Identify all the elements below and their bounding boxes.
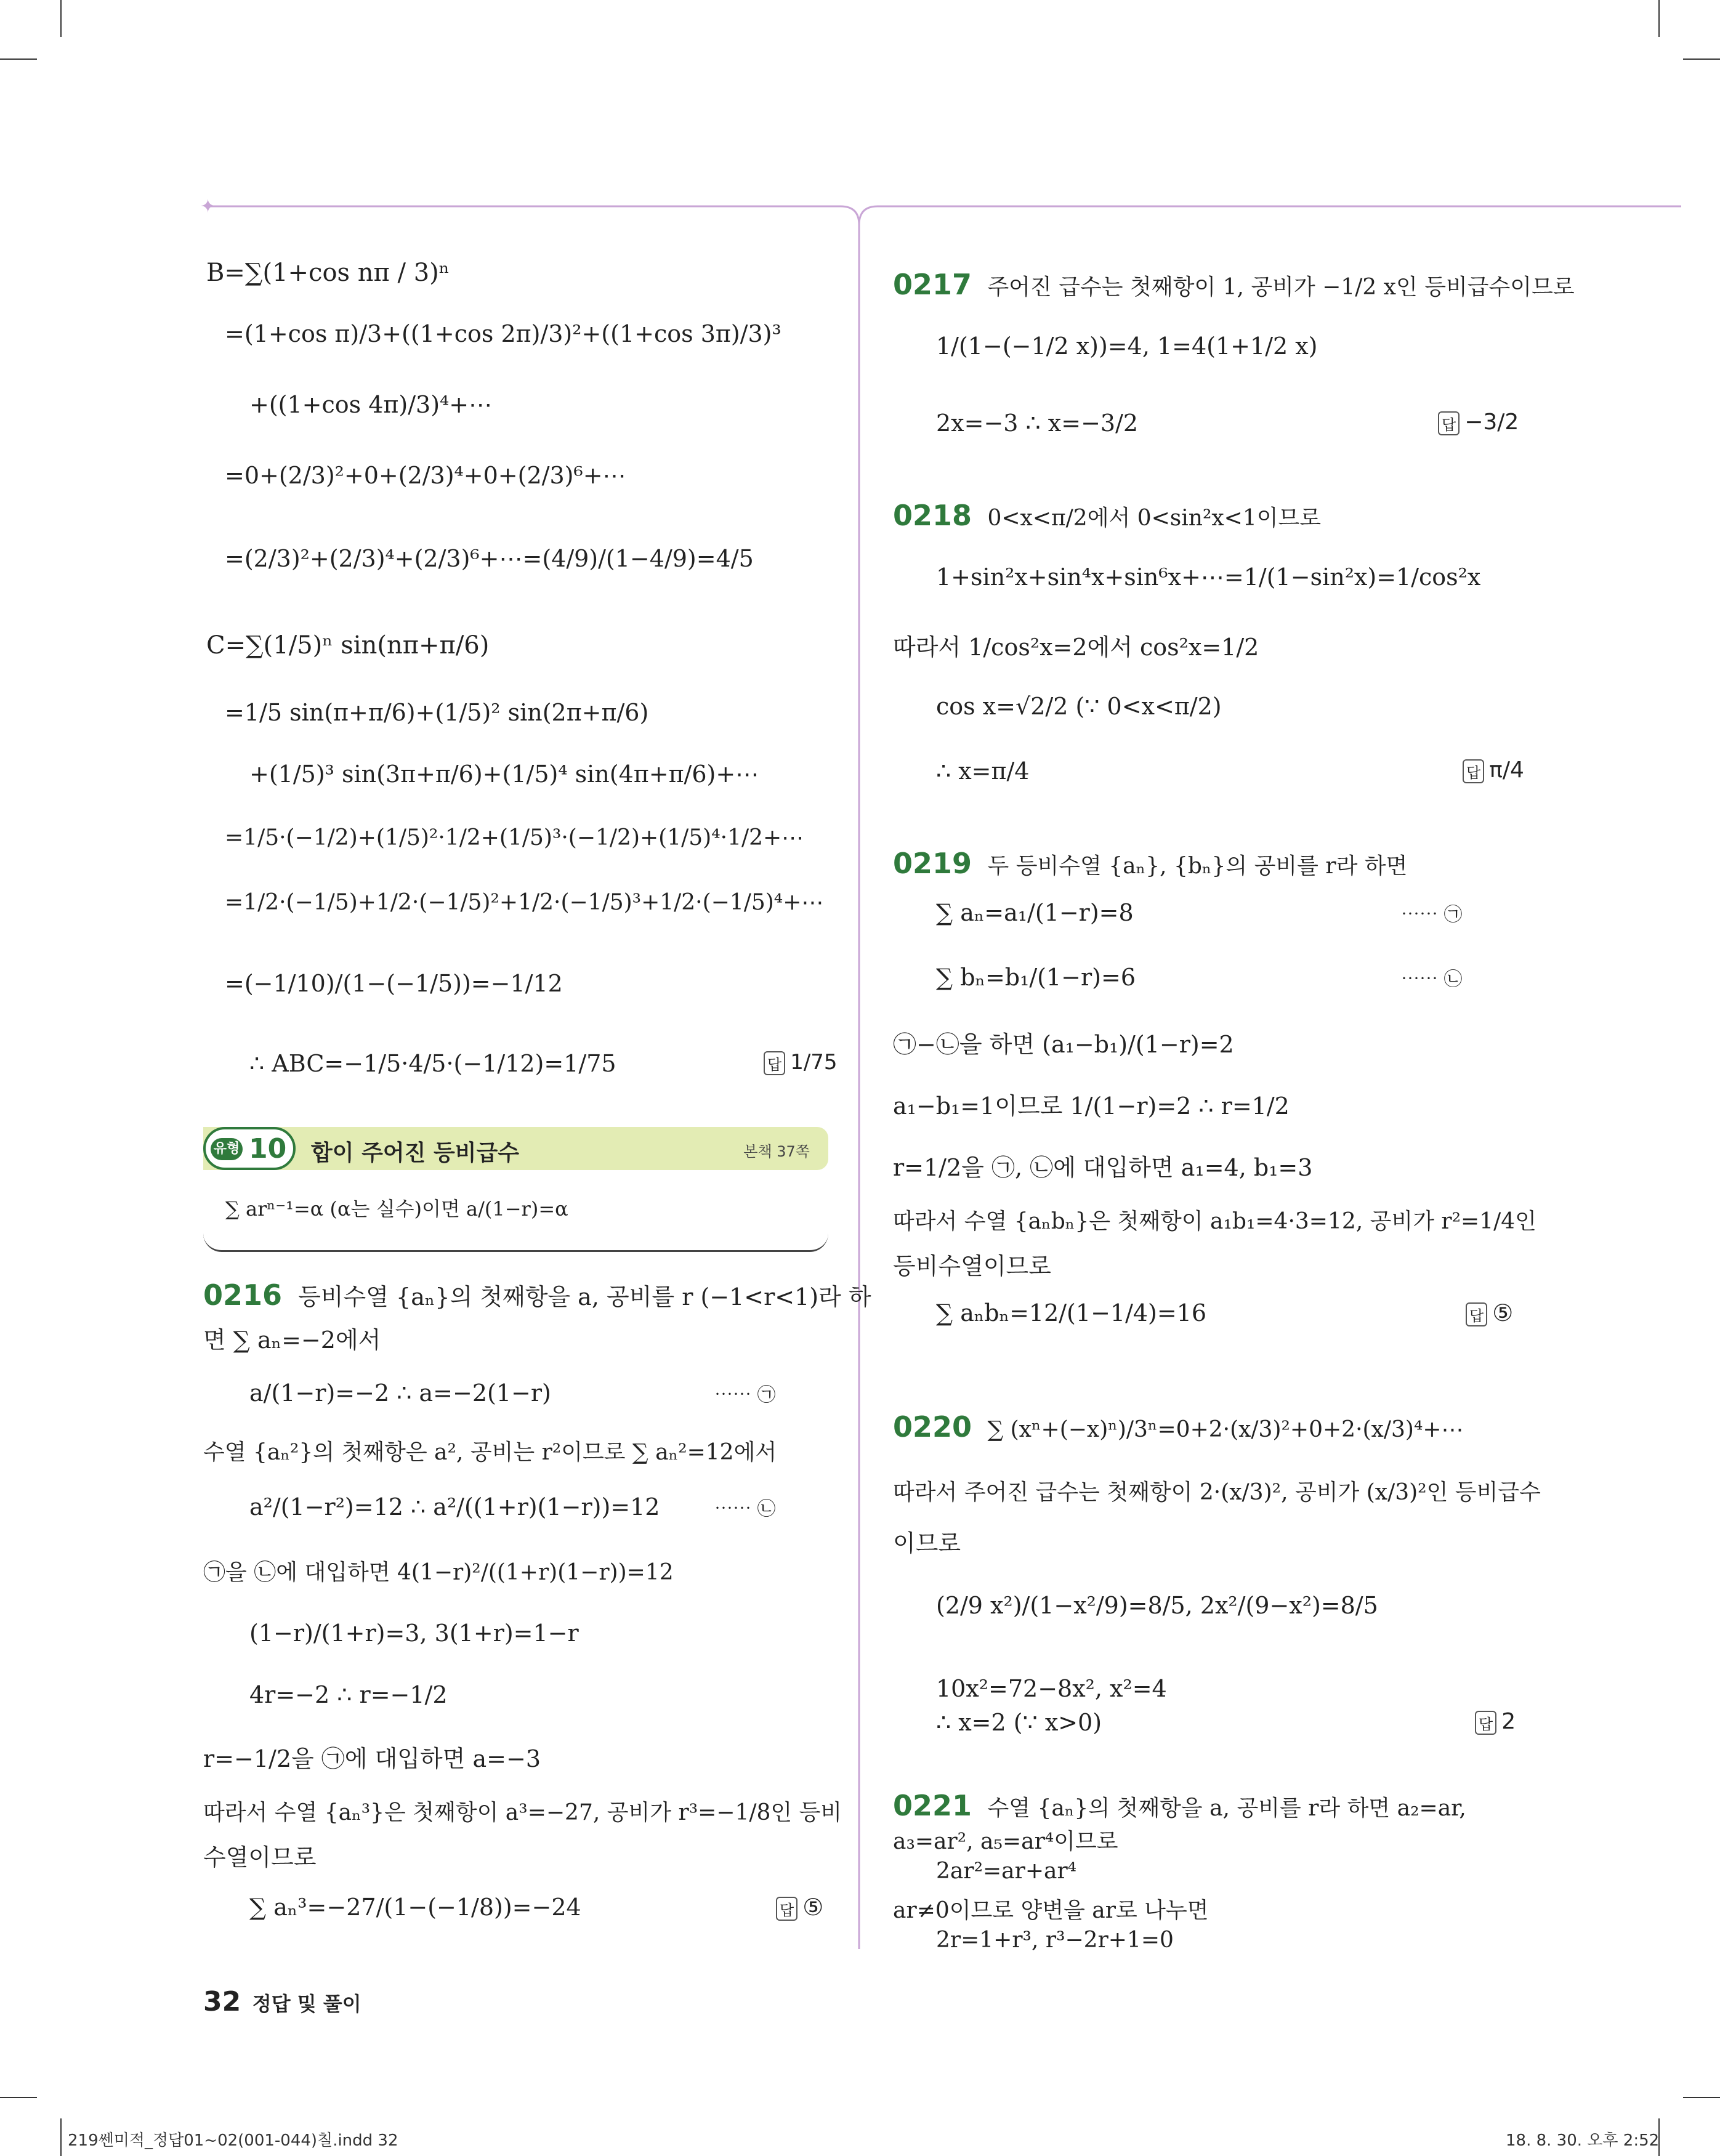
math-line: a²/(1−r²)=12 ∴ a²/((1+r)(1−r))=12 [249, 1493, 660, 1520]
math-line: =1/2·(−1/5)+1/2·(−1/5)²+1/2·(−1/5)³+1/2·(−1/5)⁴+⋯ [225, 890, 824, 915]
answer-value: −3/2 [1464, 410, 1519, 435]
math-line: 2ar²=ar+ar⁴ [936, 1859, 1077, 1884]
answer-icon: 답 [776, 1897, 797, 1921]
equation-marker: ⋯⋯ ㉡ [714, 1498, 776, 1520]
problem-text: 두 등비수열 {aₙ}, {bₙ}의 공비를 r라 하면 [987, 854, 1408, 879]
math-line: 1/(1−(−1/2 x))=4, 1=4(1+1/2 x) [936, 333, 1318, 360]
math-line: a/(1−r)=−2 ∴ a=−2(1−r) [249, 1379, 551, 1407]
svg-text:✦: ✦ [200, 196, 216, 217]
problem-number: 0219 [893, 847, 972, 880]
problem-number: 0220 [893, 1410, 972, 1443]
answer-value: ⑤ [802, 1894, 824, 1921]
math-line: 따라서 수열 {aₙbₙ}은 첫째항이 a₁b₁=4·3=12, 공비가 r²=1/4인 [893, 1209, 1536, 1234]
math-line: =0+(2/3)²+0+(2/3)⁴+0+(2/3)⁶+⋯ [225, 462, 626, 489]
answer-0215 [764, 1050, 838, 1075]
math-line: (2/9 x²)/(1−x²/9)=8/5, 2x²/(9−x²)=8/5 [936, 1592, 1378, 1619]
math-line: ∴ x=2 (∵ x>0) [936, 1709, 1102, 1736]
type-badge [203, 1127, 296, 1170]
math-line: =(2/3)²+(2/3)⁴+(2/3)⁶+⋯=(4/9)/(1−4/9)=4/5 [225, 545, 754, 572]
math-line: (1−r)/(1+r)=3, 3(1+r)=1−r [249, 1620, 579, 1647]
math-line: 1+sin²x+sin⁴x+sin⁶x+⋯=1/(1−sin²x)=1/cos²x [936, 563, 1481, 591]
page-footer [203, 1986, 361, 2017]
type-banner [203, 1127, 828, 1170]
problem-number: 0216 [203, 1278, 283, 1312]
equation-marker: ⋯⋯ ㉠ [1401, 904, 1463, 926]
textbook-reference: 본책 37쪽 [743, 1143, 810, 1160]
answer-value: ⑤ [1492, 1299, 1514, 1326]
math-line: r=−1/2을 ㉠에 대입하면 a=−3 [203, 1745, 541, 1772]
answer-0218 [1463, 757, 1524, 783]
math-line: ∑ aₙ³=−27/(1−(−1/8))=−24 [249, 1894, 581, 1921]
equation-marker: ⋯⋯ ㉠ [714, 1384, 776, 1406]
answer-0216 [776, 1894, 823, 1921]
problem-number: 0217 [893, 268, 972, 301]
problem-text: 면 ∑ aₙ=−2에서 [203, 1326, 381, 1354]
problem-text: 등비수열이므로 [893, 1253, 1051, 1280]
math-line: cos x=√2/2 (∵ 0<x<π/2) [936, 693, 1222, 720]
math-line: 따라서 주어진 급수는 첫째항이 2·(x/3)², 공비가 (x/3)²인 등비급수 [893, 1480, 1541, 1505]
problem-text: 0<x<π/2에서 0<sin²x<1이므로 [987, 506, 1322, 531]
math-line: ㉠−㉡을 하면 (a₁−b₁)/(1−r)=2 [893, 1031, 1234, 1058]
math-line: C=∑(1/5)ⁿ sin(nπ+π/6) [206, 631, 490, 660]
answer-value: 1/75 [790, 1050, 838, 1075]
math-line: a₃=ar², a₅=ar⁴이므로 [893, 1829, 1118, 1854]
type-tag: 유형 [211, 1138, 243, 1160]
footer-label: 정답 및 풀이 [252, 1992, 361, 2016]
answer-0219 [1466, 1299, 1513, 1326]
type-number: 10 [249, 1133, 287, 1165]
math-line: +(1/5)³ sin(3π+π/6)+(1/5)⁴ sin(4π+π/6)+⋯ [249, 761, 759, 788]
math-line: ∴ ABC=−1/5·4/5·(−1/12)=1/75 [249, 1050, 616, 1077]
answer-icon: 답 [1463, 759, 1484, 783]
page-number: 32 [203, 1986, 241, 2017]
type-title: 합이 주어진 등비급수 [311, 1141, 520, 1166]
math-line: 10x²=72−8x², x²=4 [936, 1675, 1167, 1702]
math-line: B=∑(1+cos nπ / 3)ⁿ [206, 259, 450, 287]
answer-0220 [1475, 1709, 1516, 1735]
type-summary-box [203, 1176, 828, 1252]
math-line: ∑ aₙbₙ=12/(1−1/4)=16 [936, 1299, 1207, 1326]
math-line: =(−1/10)/(1−(−1/5))=−1/12 [225, 970, 563, 997]
type-summary-text: ∑ arⁿ⁻¹=α (α는 실수)이면 a/(1−r)=α [225, 1197, 568, 1221]
answer-icon: 답 [764, 1051, 785, 1075]
problem-number: 0221 [893, 1789, 972, 1822]
math-line: ar≠0이므로 양변을 ar로 나누면 [893, 1898, 1209, 1923]
math-line: ∑ bₙ=b₁/(1−r)=6 [936, 964, 1136, 991]
problem-number: 0218 [893, 499, 972, 532]
problem-text: 주어진 급수는 첫째항이 1, 공비가 −1/2 x인 등비급수이므로 [987, 275, 1575, 300]
math-line: 따라서 수열 {aₙ³}은 첫째항이 a³=−27, 공비가 r³=−1/8인 등비 [203, 1800, 842, 1825]
math-line: a₁−b₁=1이므로 1/(1−r)=2 ∴ r=1/2 [893, 1092, 1290, 1120]
problem-text: 등비수열 {aₙ}의 첫째항을 a, 공비를 r (−1<r<1)라 하 [298, 1283, 871, 1310]
math-line: +((1+cos 4π)/3)⁴+⋯ [249, 391, 493, 418]
answer-icon: 답 [1438, 411, 1460, 435]
answer-value: 2 [1501, 1709, 1516, 1734]
math-line: r=1/2을 ㉠, ㉡에 대입하면 a₁=4, b₁=3 [893, 1154, 1313, 1181]
math-line: ∴ x=π/4 [936, 757, 1030, 785]
file-info: 219쎈미적_정답01~02(001-044)칠.indd 32 [68, 2131, 398, 2150]
math-line: 따라서 1/cos²x=2에서 cos²x=1/2 [893, 634, 1259, 661]
equation-marker: ⋯⋯ ㉡ [1401, 969, 1463, 990]
math-line: =1/5·(−1/2)+(1/5)²·1/2+(1/5)³·(−1/2)+(1/5)⁴·1/2+⋯ [225, 825, 804, 850]
print-date: 18. 8. 30. 오후 2:52 [1506, 2131, 1660, 2150]
answer-0217 [1438, 410, 1519, 435]
math-line: =1/5 sin(π+π/6)+(1/5)² sin(2π+π/6) [225, 699, 649, 726]
math-line: 수열 {aₙ²}의 첫째항은 a², 공비는 r²이므로 ∑ aₙ²=12에서 [203, 1440, 777, 1465]
math-line: =(1+cos π)/3+((1+cos 2π)/3)²+((1+cos 3π)/3)³ [225, 320, 781, 347]
math-line: ∑ aₙ=a₁/(1−r)=8 [936, 899, 1134, 926]
problem-text: 이므로 [893, 1530, 961, 1557]
problem-text: 수열이므로 [203, 1844, 317, 1871]
answer-icon: 답 [1475, 1711, 1496, 1735]
math-line: 2x=−3 ∴ x=−3/2 [936, 410, 1139, 437]
answer-icon: 답 [1466, 1302, 1487, 1326]
math-line: 4r=−2 ∴ r=−1/2 [249, 1681, 448, 1708]
answer-value: π/4 [1489, 757, 1524, 783]
math-line: ∑ (xⁿ+(−x)ⁿ)/3ⁿ=0+2·(x/3)²+0+2·(x/3)⁴+⋯ [987, 1417, 1464, 1442]
math-line: 2r=1+r³, r³−2r+1=0 [936, 1928, 1174, 1953]
math-line: ㉠을 ㉡에 대입하면 4(1−r)²/((1+r)(1−r))=12 [203, 1560, 674, 1585]
problem-text: 수열 {aₙ}의 첫째항을 a, 공비를 r라 하면 a₂=ar, [987, 1796, 1466, 1821]
